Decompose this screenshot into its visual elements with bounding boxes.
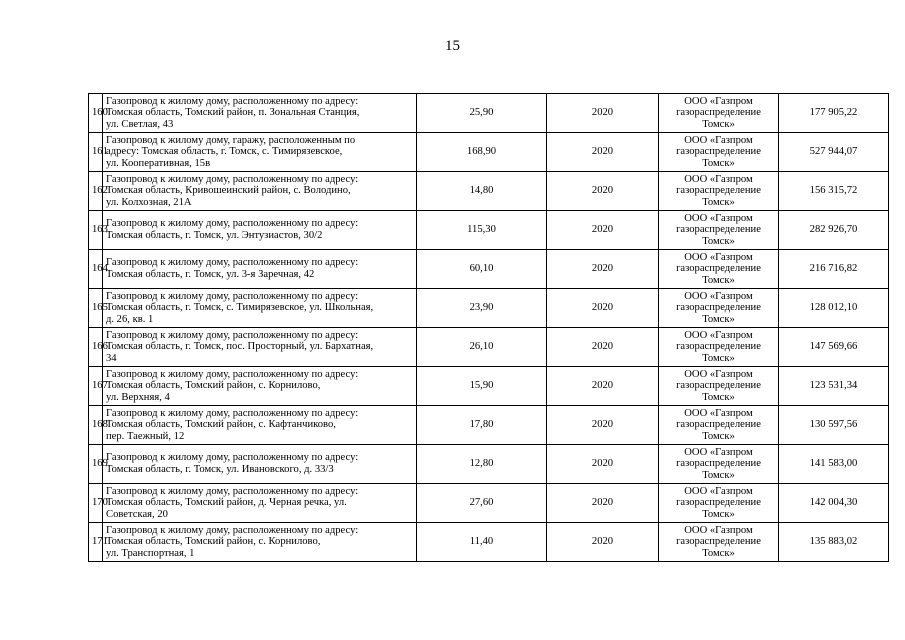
cost-value: 156 315,72 bbox=[779, 172, 889, 211]
table-row bbox=[89, 133, 889, 172]
row-number: 160 bbox=[89, 94, 103, 133]
commission-year: 2020 bbox=[547, 172, 659, 211]
owner-organization: ООО «Газпром газораспределение Томск» bbox=[659, 484, 779, 523]
table-row bbox=[89, 406, 889, 445]
row-number: 166 bbox=[89, 328, 103, 367]
row-number: 168 bbox=[89, 406, 103, 445]
owner-organization: ООО «Газпром газораспределение Томск» bbox=[659, 406, 779, 445]
table-row bbox=[89, 289, 889, 328]
pipeline-length: 15,90 bbox=[417, 367, 547, 406]
cost-value: 130 597,56 bbox=[779, 406, 889, 445]
commission-year: 2020 bbox=[547, 133, 659, 172]
row-number: 161 bbox=[89, 133, 103, 172]
owner-organization: ООО «Газпром газораспределение Томск» bbox=[659, 445, 779, 484]
row-number: 164 bbox=[89, 250, 103, 289]
object-description: Газопровод к жилому дому, расположенному по адресу: Томская область, Томский район, с. Кафтанчиково, пер. Таежный, 12 bbox=[103, 406, 417, 445]
pipeline-length: 11,40 bbox=[417, 523, 547, 562]
commission-year: 2020 bbox=[547, 250, 659, 289]
table-row bbox=[89, 484, 889, 523]
cost-value: 142 004,30 bbox=[779, 484, 889, 523]
object-description: Газопровод к жилому дому, расположенному по адресу: Томская область, Томский район, д. Черная речка, ул. Советская, 20 bbox=[103, 484, 417, 523]
pipeline-length: 25,90 bbox=[417, 94, 547, 133]
owner-organization: ООО «Газпром газораспределение Томск» bbox=[659, 523, 779, 562]
object-description: Газопровод к жилому дому, расположенному по адресу: Томская область, Томский район, п. Зональная Станция, ул. Светлая, 43 bbox=[103, 94, 417, 133]
commission-year: 2020 bbox=[547, 523, 659, 562]
owner-organization: ООО «Газпром газораспределение Томск» bbox=[659, 211, 779, 250]
object-description: Газопровод к жилому дому, расположенному по адресу: Томская область, г. Томск, ул. Энтузиастов, 30/2 bbox=[103, 211, 417, 250]
commission-year: 2020 bbox=[547, 367, 659, 406]
cost-value: 135 883,02 bbox=[779, 523, 889, 562]
owner-organization: ООО «Газпром газораспределение Томск» bbox=[659, 328, 779, 367]
owner-organization: ООО «Газпром газораспределение Томск» bbox=[659, 289, 779, 328]
object-description: Газопровод к жилому дому, расположенному по адресу: Томская область, Кривошеинский район, с. Володино, ул. Колхозная, 21А bbox=[103, 172, 417, 211]
commission-year: 2020 bbox=[547, 484, 659, 523]
pipeline-length: 27,60 bbox=[417, 484, 547, 523]
page-number: 15 bbox=[445, 38, 460, 54]
cost-value: 141 583,00 bbox=[779, 445, 889, 484]
commission-year: 2020 bbox=[547, 406, 659, 445]
commission-year: 2020 bbox=[547, 211, 659, 250]
owner-organization: ООО «Газпром газораспределение Томск» bbox=[659, 250, 779, 289]
row-number: 163 bbox=[89, 211, 103, 250]
object-description: Газопровод к жилому дому, расположенному по адресу: Томская область, г. Томск, ул. Ивановского, д. 33/3 bbox=[103, 445, 417, 484]
pipeline-length: 17,80 bbox=[417, 406, 547, 445]
row-number: 171 bbox=[89, 523, 103, 562]
table-row bbox=[89, 211, 889, 250]
table-row bbox=[89, 250, 889, 289]
table-row bbox=[89, 445, 889, 484]
table-row bbox=[89, 523, 889, 562]
pipeline-length: 26,10 bbox=[417, 328, 547, 367]
owner-organization: ООО «Газпром газораспределение Томск» bbox=[659, 94, 779, 133]
pipeline-length: 23,90 bbox=[417, 289, 547, 328]
owner-organization: ООО «Газпром газораспределение Томск» bbox=[659, 172, 779, 211]
commission-year: 2020 bbox=[547, 328, 659, 367]
cost-value: 177 905,22 bbox=[779, 94, 889, 133]
object-description: Газопровод к жилому дому, гаражу, расположенным по адресу: Томская область, г. Томск, с. Тимирязевское, ул. Кооперативная, 15в bbox=[103, 133, 417, 172]
property-table bbox=[88, 93, 889, 562]
row-number: 169 bbox=[89, 445, 103, 484]
table-row bbox=[89, 94, 889, 133]
pipeline-length: 14,80 bbox=[417, 172, 547, 211]
object-description: Газопровод к жилому дому, расположенному по адресу: Томская область, Томский район, с. Корнилово, ул. Транспортная, 1 bbox=[103, 523, 417, 562]
row-number: 170 bbox=[89, 484, 103, 523]
pipeline-length: 60,10 bbox=[417, 250, 547, 289]
owner-organization: ООО «Газпром газораспределение Томск» bbox=[659, 367, 779, 406]
cost-value: 147 569,66 bbox=[779, 328, 889, 367]
commission-year: 2020 bbox=[547, 289, 659, 328]
cost-value: 123 531,34 bbox=[779, 367, 889, 406]
pipeline-length: 115,30 bbox=[417, 211, 547, 250]
table-row bbox=[89, 172, 889, 211]
commission-year: 2020 bbox=[547, 94, 659, 133]
pipeline-length: 12,80 bbox=[417, 445, 547, 484]
cost-value: 128 012,10 bbox=[779, 289, 889, 328]
object-description: Газопровод к жилому дому, расположенному по адресу: Томская область, Томский район, с. Корнилово, ул. Верхняя, 4 bbox=[103, 367, 417, 406]
object-description: Газопровод к жилому дому, расположенному по адресу: Томская область, г. Томск, ул. 3-я Заречная, 42 bbox=[103, 250, 417, 289]
row-number: 167 bbox=[89, 367, 103, 406]
table-row bbox=[89, 367, 889, 406]
commission-year: 2020 bbox=[547, 445, 659, 484]
pipeline-length: 168,90 bbox=[417, 133, 547, 172]
table-row bbox=[89, 328, 889, 367]
row-number: 165 bbox=[89, 289, 103, 328]
object-description: Газопровод к жилому дому, расположенному по адресу: Томская область, г. Томск, пос. Просторный, ул. Бархатная, 34 bbox=[103, 328, 417, 367]
cost-value: 216 716,82 bbox=[779, 250, 889, 289]
owner-organization: ООО «Газпром газораспределение Томск» bbox=[659, 133, 779, 172]
row-number: 162 bbox=[89, 172, 103, 211]
cost-value: 527 944,07 bbox=[779, 133, 889, 172]
object-description: Газопровод к жилому дому, расположенному по адресу: Томская область, г. Томск, с. Тимирязевское, ул. Школьная, д. 26, кв. 1 bbox=[103, 289, 417, 328]
cost-value: 282 926,70 bbox=[779, 211, 889, 250]
